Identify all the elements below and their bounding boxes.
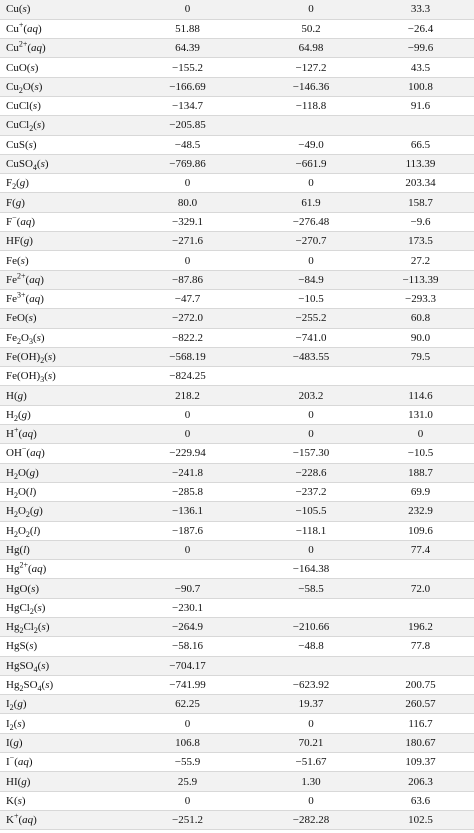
gibbs-energy-cell: −49.0 (255, 135, 367, 154)
gibbs-energy-cell: −118.8 (255, 96, 367, 115)
substance-cell: K(s) (0, 791, 120, 810)
enthalpy-cell: −824.25 (120, 367, 255, 386)
enthalpy-cell: −769.86 (120, 154, 255, 173)
gibbs-energy-cell: −276.48 (255, 212, 367, 231)
table-row (0, 772, 474, 791)
table-row (0, 386, 474, 405)
substance-cell: I(g) (0, 733, 120, 752)
enthalpy-cell: −741.99 (120, 675, 255, 694)
substance-cell: HgS(s) (0, 637, 120, 656)
entropy-cell: −9.6 (367, 212, 474, 231)
substance-cell: HF(g) (0, 232, 120, 251)
entropy-cell (367, 598, 474, 617)
gibbs-energy-cell: 1.30 (255, 772, 367, 791)
entropy-cell (367, 116, 474, 135)
gibbs-energy-cell: −157.30 (255, 444, 367, 463)
table-row (0, 502, 474, 521)
enthalpy-cell: −264.9 (120, 618, 255, 637)
enthalpy-cell: 80.0 (120, 193, 255, 212)
enthalpy-cell: −241.8 (120, 463, 255, 482)
entropy-cell: −10.5 (367, 444, 474, 463)
enthalpy-cell: −272.0 (120, 309, 255, 328)
entropy-cell: 90.0 (367, 328, 474, 347)
table-row (0, 77, 474, 96)
enthalpy-cell: −58.16 (120, 637, 255, 656)
gibbs-energy-cell: 19.37 (255, 695, 367, 714)
entropy-cell: 66.5 (367, 135, 474, 154)
table-row (0, 463, 474, 482)
table-row (0, 598, 474, 617)
gibbs-energy-cell: 0 (255, 791, 367, 810)
entropy-cell: 72.0 (367, 579, 474, 598)
enthalpy-cell: 25.9 (120, 772, 255, 791)
entropy-cell: 188.7 (367, 463, 474, 482)
table-row (0, 0, 474, 19)
table-row (0, 193, 474, 212)
enthalpy-cell: 0 (120, 425, 255, 444)
gibbs-energy-cell: 64.98 (255, 39, 367, 58)
enthalpy-cell: −87.86 (120, 270, 255, 289)
gibbs-energy-cell: 0 (255, 251, 367, 270)
table-row (0, 425, 474, 444)
gibbs-energy-cell: 50.2 (255, 19, 367, 38)
table-row (0, 521, 474, 540)
gibbs-energy-cell: −282.28 (255, 810, 367, 829)
table-row (0, 444, 474, 463)
entropy-cell: 109.6 (367, 521, 474, 540)
substance-cell: F(g) (0, 193, 120, 212)
enthalpy-cell: −271.6 (120, 232, 255, 251)
gibbs-energy-cell: −58.5 (255, 579, 367, 598)
gibbs-energy-cell: −270.7 (255, 232, 367, 251)
enthalpy-cell: −568.19 (120, 347, 255, 366)
enthalpy-cell: 0 (120, 0, 255, 19)
gibbs-energy-cell: 203.2 (255, 386, 367, 405)
table-row (0, 482, 474, 501)
table-row (0, 309, 474, 328)
entropy-cell: 158.7 (367, 193, 474, 212)
gibbs-energy-cell: −51.67 (255, 753, 367, 772)
substance-cell: OH−(aq) (0, 444, 120, 463)
table-row (0, 579, 474, 598)
gibbs-energy-cell: −146.36 (255, 77, 367, 96)
enthalpy-cell: 64.39 (120, 39, 255, 58)
substance-cell: $F_2(g)$ (0, 174, 120, 193)
entropy-cell (367, 367, 474, 386)
enthalpy-cell: −47.7 (120, 289, 255, 308)
substance-cell: $H_2O_2(g)$ (0, 502, 120, 521)
substance-cell: CuS(s) (0, 135, 120, 154)
enthalpy-cell: −136.1 (120, 502, 255, 521)
enthalpy-cell (120, 560, 255, 579)
enthalpy-cell: 51.88 (120, 19, 255, 38)
gibbs-energy-cell: 61.9 (255, 193, 367, 212)
gibbs-energy-cell: −228.6 (255, 463, 367, 482)
table-row (0, 810, 474, 829)
substance-cell: Hg(l) (0, 540, 120, 559)
substance-cell: Fe(s) (0, 251, 120, 270)
gibbs-energy-cell: −661.9 (255, 154, 367, 173)
enthalpy-cell: 62.25 (120, 695, 255, 714)
gibbs-energy-cell: 0 (255, 425, 367, 444)
entropy-cell: 63.6 (367, 791, 474, 810)
gibbs-energy-cell: 0 (255, 0, 367, 19)
gibbs-energy-cell: −255.2 (255, 309, 367, 328)
substance-cell: $H_2O(l)$ (0, 482, 120, 501)
gibbs-energy-cell: −164.38 (255, 560, 367, 579)
table-row (0, 135, 474, 154)
entropy-cell: 60.8 (367, 309, 474, 328)
gibbs-energy-cell: −105.5 (255, 502, 367, 521)
gibbs-energy-cell: 0 (255, 540, 367, 559)
substance-cell: $H_2O(g)$ (0, 463, 120, 482)
substance-cell: $Fe^{2+}(aq)$ (0, 270, 120, 289)
substance-cell: CuCl(s) (0, 96, 120, 115)
enthalpy-cell: −155.2 (120, 58, 255, 77)
substance-cell: HgCl$_2$(s) (0, 598, 120, 617)
enthalpy-cell: 218.2 (120, 386, 255, 405)
entropy-cell: 131.0 (367, 405, 474, 424)
table-row (0, 791, 474, 810)
enthalpy-cell: 0 (120, 540, 255, 559)
gibbs-energy-cell: −118.1 (255, 521, 367, 540)
gibbs-energy-cell: 0 (255, 174, 367, 193)
enthalpy-cell: −134.7 (120, 96, 255, 115)
enthalpy-cell: −166.69 (120, 77, 255, 96)
table-row (0, 560, 474, 579)
gibbs-energy-cell: 0 (255, 714, 367, 733)
substance-cell: F−(aq) (0, 212, 120, 231)
gibbs-energy-cell: −127.2 (255, 58, 367, 77)
substance-cell: $Fe(OH)_3(s)$ (0, 367, 120, 386)
entropy-cell: 114.6 (367, 386, 474, 405)
table-row (0, 405, 474, 424)
enthalpy-cell: −48.5 (120, 135, 255, 154)
substance-cell: $Hg_2SO_4(s)$ (0, 675, 120, 694)
enthalpy-cell: −251.2 (120, 810, 255, 829)
table-row (0, 695, 474, 714)
gibbs-energy-cell (255, 367, 367, 386)
entropy-cell: 0 (367, 425, 474, 444)
table-row (0, 367, 474, 386)
substance-cell: HgSO$_4$(s) (0, 656, 120, 675)
entropy-cell: 116.7 (367, 714, 474, 733)
entropy-cell: 69.9 (367, 482, 474, 501)
enthalpy-cell: 0 (120, 791, 255, 810)
substance-cell: FeO(s) (0, 309, 120, 328)
gibbs-energy-cell: −741.0 (255, 328, 367, 347)
substance-cell: HI(g) (0, 772, 120, 791)
entropy-cell: −99.6 (367, 39, 474, 58)
entropy-cell: 27.2 (367, 251, 474, 270)
substance-cell: I−(aq) (0, 753, 120, 772)
substance-cell: Cu(s) (0, 0, 120, 19)
gibbs-energy-cell: −48.8 (255, 637, 367, 656)
enthalpy-cell: 0 (120, 174, 255, 193)
substance-cell: $Hg_2Cl_2(s)$ (0, 618, 120, 637)
entropy-cell: −113.39 (367, 270, 474, 289)
table-row (0, 656, 474, 675)
entropy-cell: 180.67 (367, 733, 474, 752)
entropy-cell: 200.75 (367, 675, 474, 694)
gibbs-energy-cell (255, 656, 367, 675)
entropy-cell: 102.5 (367, 810, 474, 829)
substance-cell: K+(aq) (0, 810, 120, 829)
entropy-cell: −293.3 (367, 289, 474, 308)
entropy-cell: 43.5 (367, 58, 474, 77)
substance-cell: $Fe_2O_3(s)$ (0, 328, 120, 347)
entropy-cell: 77.8 (367, 637, 474, 656)
entropy-cell: 100.8 (367, 77, 474, 96)
gibbs-energy-cell: −623.92 (255, 675, 367, 694)
table-row (0, 270, 474, 289)
entropy-cell: 79.5 (367, 347, 474, 366)
gibbs-energy-cell (255, 598, 367, 617)
enthalpy-cell: 106.8 (120, 733, 255, 752)
table-row (0, 154, 474, 173)
entropy-cell: 33.3 (367, 0, 474, 19)
table-row (0, 347, 474, 366)
table-row (0, 637, 474, 656)
gibbs-energy-cell: −483.55 (255, 347, 367, 366)
entropy-cell: 113.39 (367, 154, 474, 173)
entropy-cell: 206.3 (367, 772, 474, 791)
table-row (0, 328, 474, 347)
enthalpy-cell: 0 (120, 714, 255, 733)
enthalpy-cell: −329.1 (120, 212, 255, 231)
substance-cell: H+(aq) (0, 425, 120, 444)
table-row (0, 116, 474, 135)
entropy-cell: −26.4 (367, 19, 474, 38)
entropy-cell: 109.37 (367, 753, 474, 772)
gibbs-energy-cell: −84.9 (255, 270, 367, 289)
gibbs-energy-cell (255, 116, 367, 135)
table-row (0, 96, 474, 115)
entropy-cell: 173.5 (367, 232, 474, 251)
entropy-cell: 91.6 (367, 96, 474, 115)
enthalpy-cell: 0 (120, 251, 255, 270)
entropy-cell: 260.57 (367, 695, 474, 714)
table-row (0, 540, 474, 559)
table-row (0, 212, 474, 231)
substance-cell: CuO(s) (0, 58, 120, 77)
substance-cell: $H_2(g)$ (0, 405, 120, 424)
table-row (0, 733, 474, 752)
substance-cell: $Cu^{2+}(aq)$ (0, 39, 120, 58)
substance-cell: $Cu_2O(s)$ (0, 77, 120, 96)
enthalpy-cell: −187.6 (120, 521, 255, 540)
enthalpy-cell: −822.2 (120, 328, 255, 347)
gibbs-energy-cell: 0 (255, 405, 367, 424)
gibbs-energy-cell: −10.5 (255, 289, 367, 308)
enthalpy-cell: −205.85 (120, 116, 255, 135)
table-row (0, 58, 474, 77)
table-row (0, 753, 474, 772)
enthalpy-cell: −230.1 (120, 598, 255, 617)
gibbs-energy-cell: −237.2 (255, 482, 367, 501)
table-row (0, 39, 474, 58)
enthalpy-cell: −90.7 (120, 579, 255, 598)
enthalpy-cell: 0 (120, 405, 255, 424)
substance-cell: HgO(s) (0, 579, 120, 598)
entropy-cell: 77.4 (367, 540, 474, 559)
substance-cell: $H_2O_2(l)$ (0, 521, 120, 540)
entropy-cell: 203.34 (367, 174, 474, 193)
gibbs-energy-cell: −210.66 (255, 618, 367, 637)
table-row (0, 232, 474, 251)
entropy-cell (367, 656, 474, 675)
entropy-cell: 232.9 (367, 502, 474, 521)
substance-cell: $I_2(g)$ (0, 695, 120, 714)
gibbs-energy-cell: 70.21 (255, 733, 367, 752)
enthalpy-cell: −55.9 (120, 753, 255, 772)
table-row (0, 618, 474, 637)
substance-cell: CuSO$_4$(s) (0, 154, 120, 173)
table-row (0, 19, 474, 38)
substance-cell: $Fe(OH)_2(s)$ (0, 347, 120, 366)
substance-cell: $I_2(s)$ (0, 714, 120, 733)
table-row (0, 174, 474, 193)
entropy-cell: 196.2 (367, 618, 474, 637)
substance-cell: CuCl$_2$(s) (0, 116, 120, 135)
table-row (0, 714, 474, 733)
entropy-cell (367, 560, 474, 579)
table-row (0, 289, 474, 308)
substance-cell: H(g) (0, 386, 120, 405)
enthalpy-cell: −229.94 (120, 444, 255, 463)
substance-cell: $Hg^{2+}(aq)$ (0, 560, 120, 579)
table-row (0, 251, 474, 270)
enthalpy-cell: −285.8 (120, 482, 255, 501)
substance-cell: $Fe^{3+}(aq)$ (0, 289, 120, 308)
table-row (0, 675, 474, 694)
enthalpy-cell: −704.17 (120, 656, 255, 675)
substance-cell: Cu+(aq) (0, 19, 120, 38)
